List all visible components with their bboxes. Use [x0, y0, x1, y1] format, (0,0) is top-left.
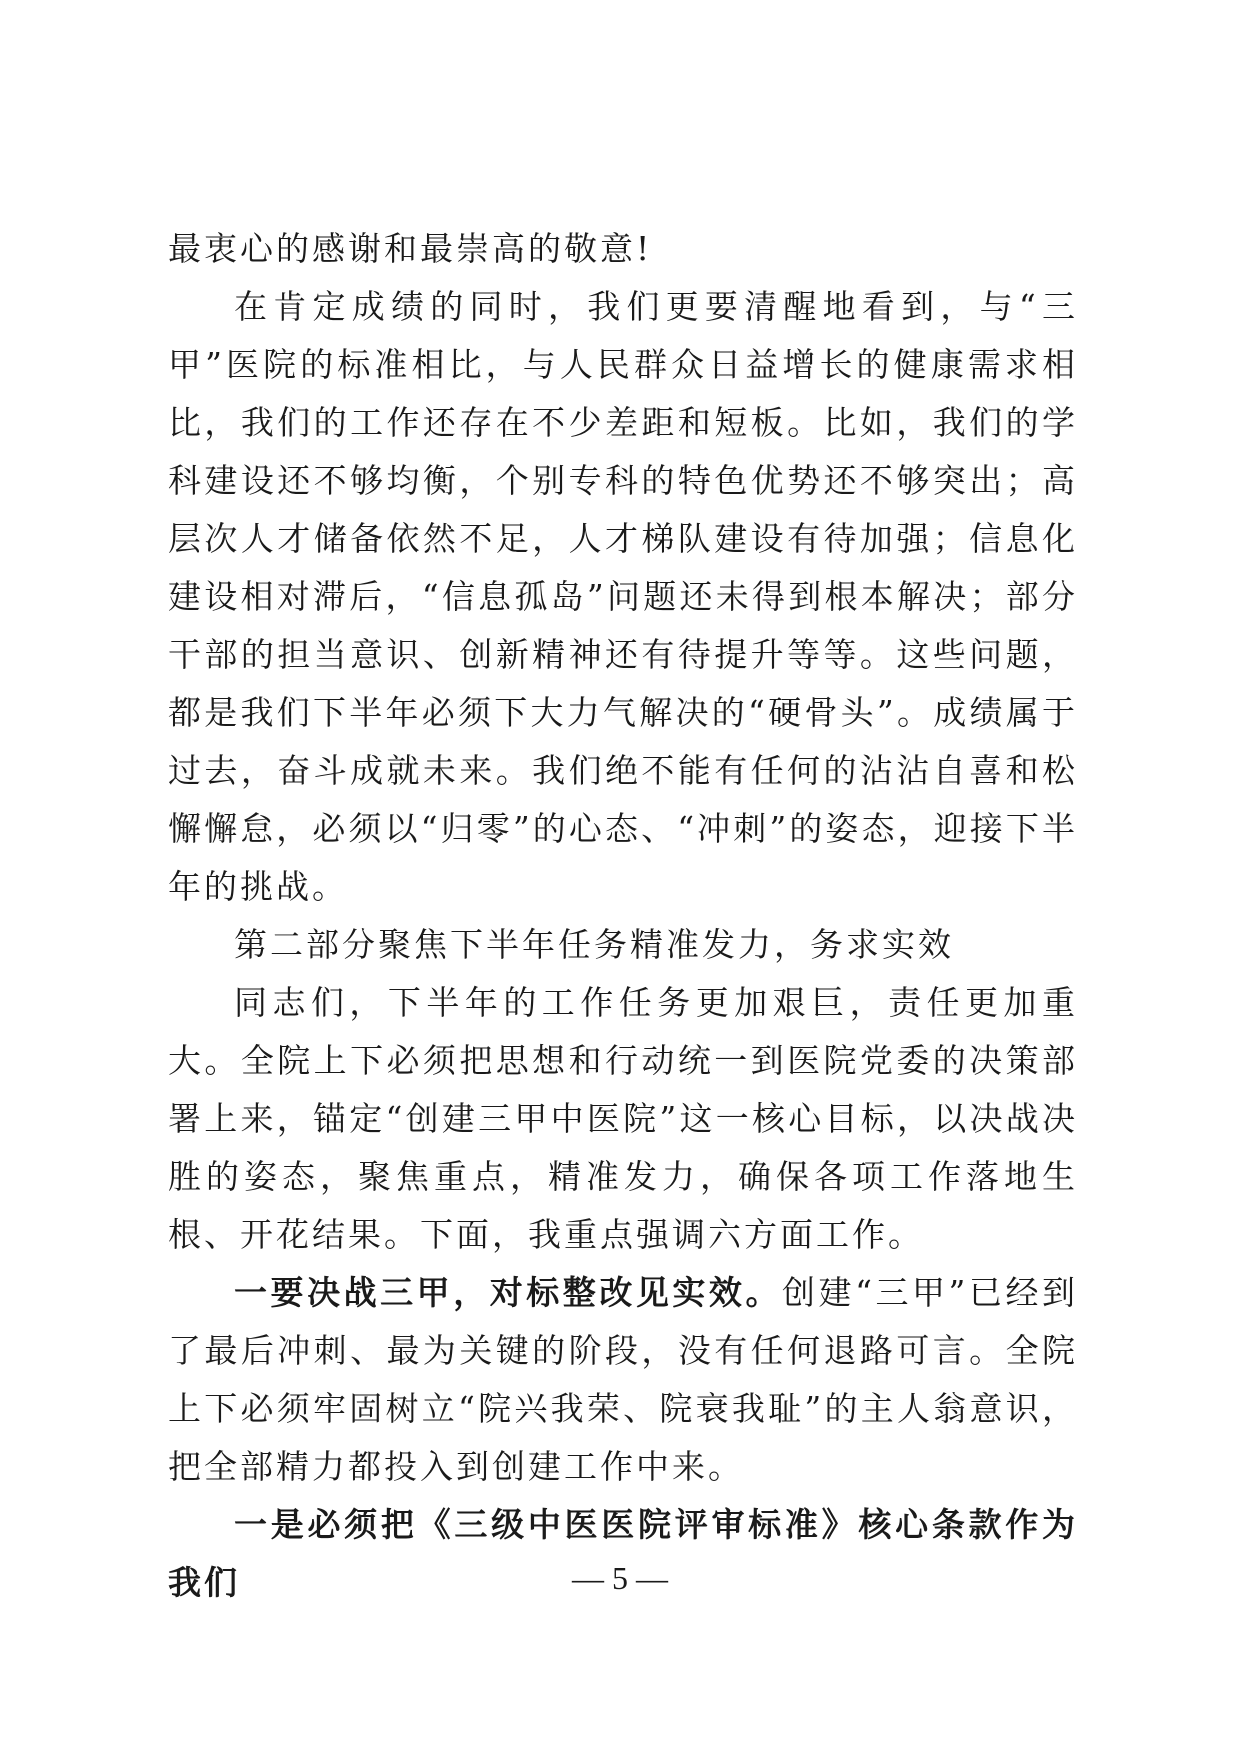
paragraph-task-one: [168, 1264, 1078, 1496]
task-one-body: 创建“三甲”已经到了最后冲刺、最为关键的阶段，没有任何退路可言。全院上下必须牢固树立“院兴我荣、院衰我耻”的主人翁意识，把全部精力都投入到创建工作中来。: [168, 1273, 1079, 1486]
point-one-heading: 一是必须把《三级中医医院评审标准》核心条款作为我们: [168, 1505, 1078, 1602]
paragraph-second-half-tasks: 同志们，下半年的工作任务更加艰巨，责任更加重大。全院上下必须把思想和行动统一到医院党委的决策部署上来，锚定“创建三甲中医院”这一核心目标，以决战决胜的姿态，聚焦重点，精准发力，确保各项工作落地生根、开花结果。下面，我重点强调六方面工作。: [168, 983, 1078, 1254]
page-number: — 5 —: [572, 1560, 668, 1596]
paragraph-shortcomings: 在肯定成绩的同时，我们更要清醒地看到，与“三甲”医院的标准相比，与人民群众日益增长的健康需求相比，我们的工作还存在不少差距和短板。比如，我们的学科建设还不够均衡，个别专科的特色优势还不够突出；高层次人才储备依然不足，人才梯队建设有待加强；信息化建设相对滞后，“信息孤岛”问题还未得到根本解决；部分干部的担当意识、创新精神还有待提升等等。这些问题，都是我们下半年必须下大力气解决的“硬骨头”。成绩属于过去，奋斗成就未来。我们绝不能有任何的沾沾自喜和松懈懈怠，必须以“归零”的心态、“冲刺”的姿态，迎接下半年的挑战。: [168, 287, 1078, 906]
section-heading-part-two: 第二部分聚焦下半年任务精准发力，务求实效: [234, 925, 954, 964]
task-one-heading: 一要决战三甲，对标整改见实效。: [234, 1273, 782, 1312]
body-text: [168, 220, 1078, 1612]
paragraph-closing-line: 最衷心的感谢和最崇高的敬意!: [168, 229, 653, 268]
